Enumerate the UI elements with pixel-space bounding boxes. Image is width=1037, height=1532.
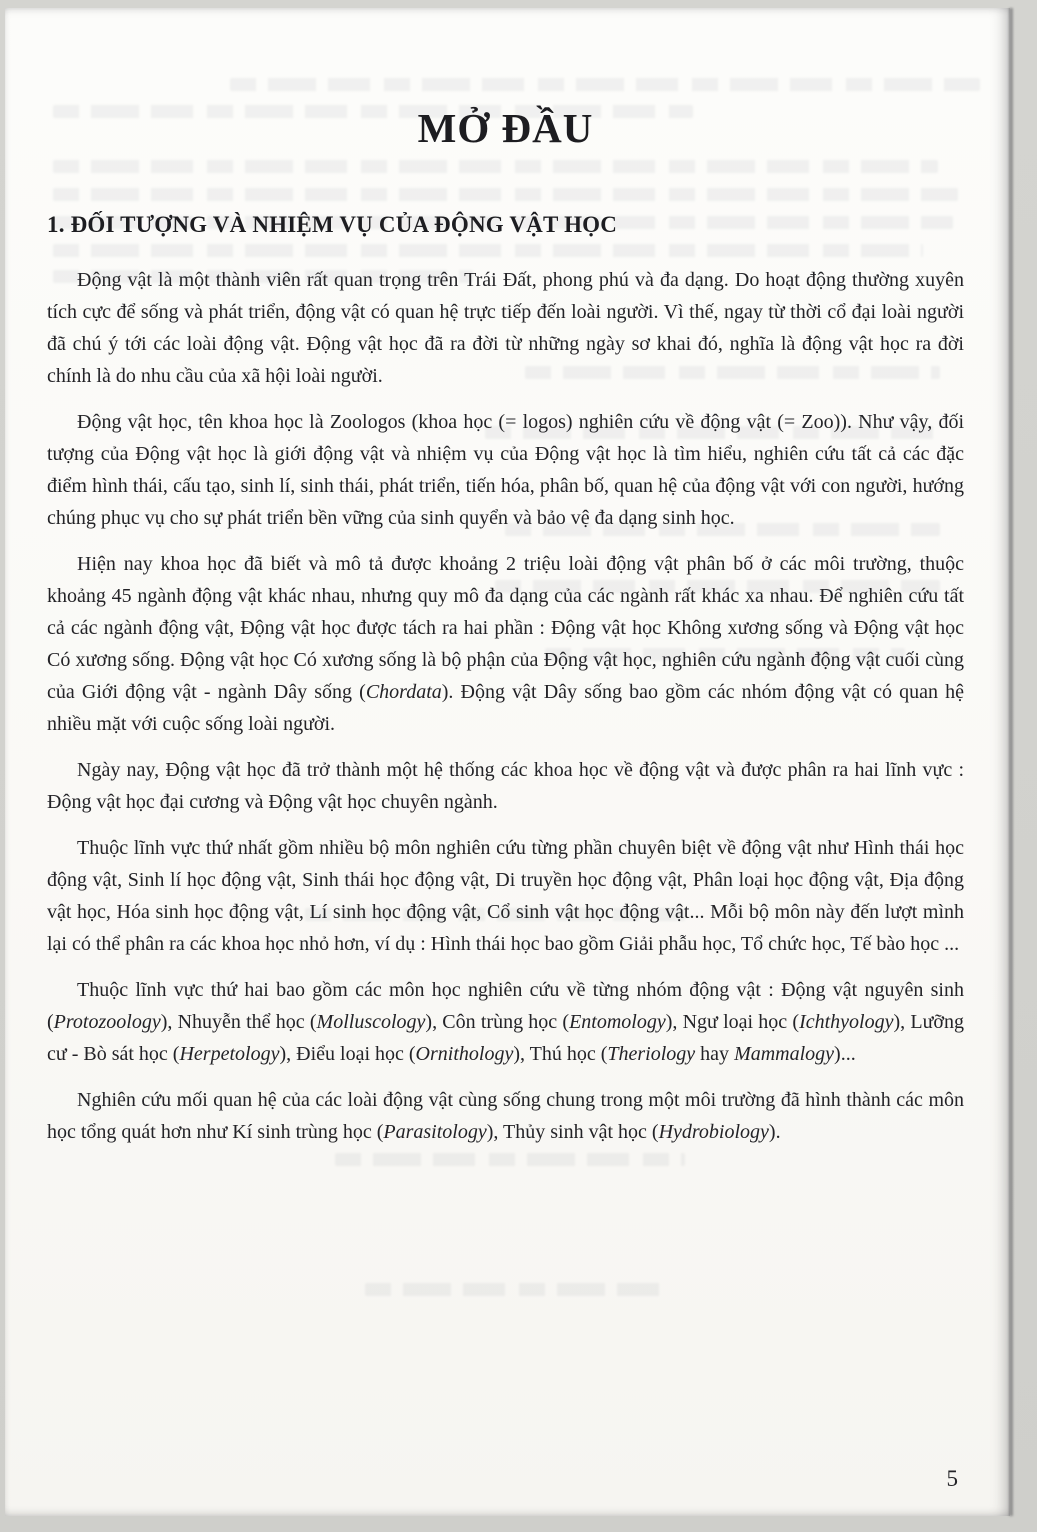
text-segment: Động vật là một thành viên rất quan trọng trên Trái Đất, phong phú và đa dạng. Do hoạt động thường xuyên tích cực để sống và phát triển, động vật có quan hệ trực tiếp đến loài người. Vì thế, ngay từ thời cổ đại loài người đã chú ý tới các loài động vật. Động vật học đã ra đời từ những ngày sơ khai đó, nghĩa là động vật học ra đời chính là do nhu cầu của xã hội loài người. [47, 269, 964, 387]
page-title: MỞ ĐẦU [417, 105, 594, 151]
latin-term: Ornithology [415, 1043, 514, 1065]
paragraph [47, 832, 964, 960]
text-segment: ), Lưỡng cư - Bò sát học ( [47, 1011, 964, 1065]
paragraph [47, 754, 964, 818]
text-segment: ), Thủy sinh vật học ( [486, 1121, 659, 1143]
text-segment: ), Nhuyễn thể học ( [160, 1011, 317, 1033]
text-segment: ). Động vật Dây sống bao gồm các nhóm động vật có quan hệ nhiều mặt với cuộc sống loài người. [47, 681, 965, 735]
text-segment: ), Côn trùng học ( [425, 1011, 570, 1033]
latin-term: Ichthyology [799, 1011, 894, 1033]
bleedthrough-line [335, 1153, 685, 1166]
paragraph [47, 1084, 964, 1148]
text-segment: Động vật học, tên khoa học là Zoologos (khoa học (= logos) nghiên cứu về động vật (= Zoo)). Như vậy, đối tượng của Động vật học là giới động vật và nhiệm vụ của Động vật học là tìm hiểu, nghiên cứu tất cả các đặc điểm hình thái, cấu tạo, sinh lí, sinh thái, phát triển, tiến hóa, phân bố, quan hệ của động vật với con người, hướng chúng phục vụ cho sự phát triển bền vững của sinh quyển và bảo vệ đa dạng sinh học. [47, 411, 964, 529]
latin-term: Molluscology [316, 1011, 426, 1033]
paragraph [47, 264, 964, 392]
bleedthrough-line [365, 1283, 665, 1296]
text-segment: ), Điểu loại học ( [279, 1043, 416, 1065]
text-segment: Hiện nay khoa học đã biết và mô tả được khoảng 2 triệu loài động vật phân bố ở các môi trường, thuộc khoảng 45 ngành động vật khác nhau, nhưng quy mô đa dạng của các ngành rất khác xa nhau. Để nghiên cứu tất cả các ngành động vật, Động vật học được tách ra hai phần : Động vật học Không xương sống và Động vật học Có xương sống. Động vật học Có xương sống là bộ phận của Động vật học, nghiên cứu ngành động vật cuối cùng của Giới động vật - ngành Dây sống ( [47, 553, 964, 703]
paper-sheet [5, 8, 1010, 1516]
text-segment: Ngày nay, Động vật học đã trở thành một hệ thống các khoa học về động vật và được phân ra hai lĩnh vực : Động vật học đại cương và Động vật học chuyên ngành. [47, 759, 964, 813]
text-segment: Thuộc lĩnh vực thứ hai bao gồm các môn học nghiên cứu về từng nhóm động vật : Động vật nguyên sinh ( [47, 979, 964, 1033]
paragraph [47, 406, 964, 534]
text-segment: ), Thú học ( [513, 1043, 608, 1065]
page-number: 5 [946, 1466, 958, 1491]
page-content [5, 8, 1010, 1148]
text-segment: )... [834, 1043, 856, 1065]
section-heading: 1. ĐỐI TƯỢNG VÀ NHIỆM VỤ CỦA ĐỘNG VẬT HỌC [47, 212, 618, 237]
text-segment: ), Ngư loại học ( [665, 1011, 800, 1033]
latin-term: Theriology [607, 1043, 696, 1065]
text-segment: ). [768, 1121, 781, 1143]
text-segment: Thuộc lĩnh vực thứ nhất gồm nhiều bộ môn nghiên cứu từng phần chuyên biệt về động vật như Hình thái học động vật, Sinh lí học động vật, Sinh thái học động vật, Di truyền học động vật, Phân loại học động vật, Địa động vật học, Hóa sinh học động vật, Lí sinh học động vật, Cổ sinh vật học động vật... Mỗi bộ môn này đến lượt mình lại có thể phân ra các khoa học nhỏ hơn, ví dụ : Hình thái học bao gồm Giải phẫu học, Tổ chức học, Tế bào học ... [47, 837, 964, 955]
latin-term: Chordata [365, 681, 442, 703]
latin-term: Parasitology [383, 1121, 487, 1143]
latin-term: Hydrobiology [658, 1121, 769, 1143]
latin-term: Protozoology [53, 1011, 161, 1033]
latin-term: Entomology [569, 1011, 666, 1033]
text-segment: Nghiên cứu mối quan hệ của các loài động vật cùng sống chung trong một môi trường đã hình thành các môn học tổng quát hơn như Kí sinh trùng học ( [47, 1089, 964, 1143]
paragraph [47, 974, 964, 1070]
latin-term: Herpetology [179, 1043, 280, 1065]
paragraph [47, 548, 964, 740]
text-segment: hay [695, 1043, 735, 1065]
latin-term: Mammalogy [734, 1043, 835, 1065]
